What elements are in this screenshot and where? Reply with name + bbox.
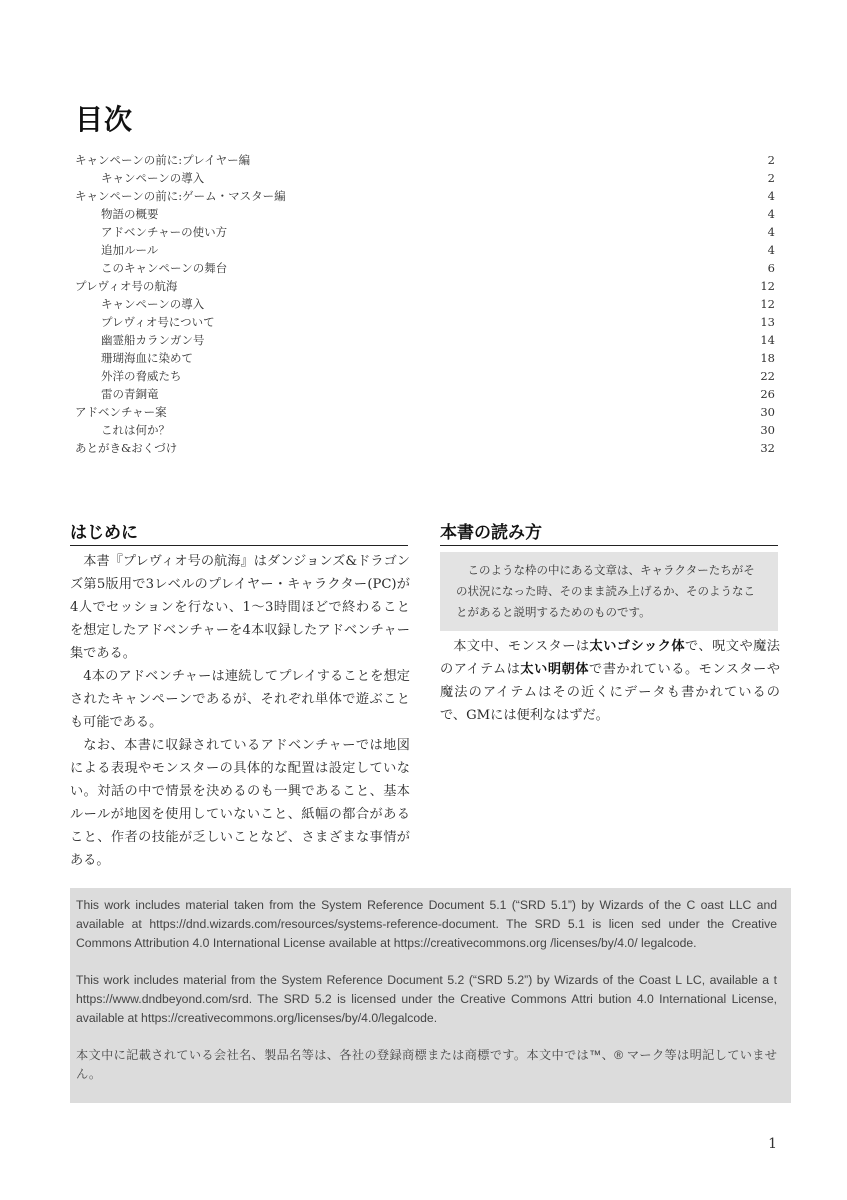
howto-paragraph <box>440 635 780 727</box>
toc-entry-label: あとがき&おくづけ <box>75 441 178 455</box>
mincho-sample: 太い明朝体 <box>520 662 589 677</box>
toc-entry-label: 物語の概要 <box>101 207 159 221</box>
toc-entry <box>75 169 775 187</box>
toc-entry-label: キャンペーンの前に:プレイヤー編 <box>75 153 251 167</box>
toc-entry-label: アドベンチャーの使い方 <box>101 225 228 239</box>
intro-paragraph: 4本のアドベンチャーは連続してプレイすることを想定されたキャンペーンであるが、それぞれ単体で遊ぶことも可能である。 <box>70 669 410 730</box>
read-aloud-text: このような枠の中にある文章は、キャラクターたちがその状況になった時、そのまま読み上げるか、そのようなことがあると説明するためのものです。 <box>456 563 755 619</box>
toc-entry-page: 4 <box>767 243 775 257</box>
toc-entry <box>75 421 775 439</box>
toc-entry <box>75 403 775 421</box>
license-srd51: This work includes material taken from the System Reference Document 5.1 (“SRD 5.1”) by Wizards of the C oast LLC and available at https://dnd.wizards.com/resources/systems-reference-document. The SRD 5.1 is licen sed under the Creative Commons Attribution 4.0 International License available at https://creativecommons.org /licenses/by/4.0/ legalcode. <box>76 898 777 950</box>
toc-entry-page: 13 <box>760 315 775 329</box>
toc-entry <box>75 205 775 223</box>
intro-paragraph: 本書『プレヴィオ号の航海』はダンジョンズ&ドラゴンズ第5版用で3レベルのプレイヤー・キャラクター(PC)が4人でセッションを行ない、1〜3時間ほどで終わることを想定したアドベンチャーを4本収録したアドベンチャー集である。 <box>70 554 410 661</box>
toc-entry <box>75 349 775 367</box>
toc-entry-label: プレヴィオ号について <box>101 315 215 329</box>
toc-entry-page: 30 <box>760 405 775 419</box>
toc-entry <box>75 187 775 205</box>
toc-entry-label: キャンペーンの導入 <box>101 297 205 311</box>
page-number: 1 <box>768 1136 777 1152</box>
toc-entry-page: 26 <box>760 387 775 401</box>
howto-body <box>440 635 780 727</box>
toc-entry <box>75 259 775 277</box>
toc-entry-page: 12 <box>760 297 775 311</box>
howto-text: で書かれている。モンスターや魔法のアイテムはその近くにデータも書かれているので、GMには便利なはずだ。 <box>440 662 781 723</box>
toc-title: 目次 <box>75 103 134 136</box>
toc-entry-label: 追加ルール <box>101 243 159 257</box>
toc-entry <box>75 331 775 349</box>
toc-entry <box>75 367 775 385</box>
toc-entry <box>75 277 775 295</box>
toc-entry-label: 外洋の脅威たち <box>101 369 182 383</box>
howto-heading: 本書の読み方 <box>440 518 778 546</box>
trademark-notice: 本文中に記載されている会社名、製品名等は、各社の登録商標または商標です。本文中では™、® マーク等は明記していません。 <box>76 1048 777 1081</box>
toc-entry <box>75 313 775 331</box>
toc-entry-page: 6 <box>767 261 775 275</box>
howto-text: で、呪文や魔法のアイテムは <box>440 639 780 677</box>
toc-entry-page: 30 <box>760 423 775 437</box>
license-box <box>70 888 791 1103</box>
toc-entry-label: 雷の青銅竜 <box>101 387 159 401</box>
gothic-sample: 太いゴシック体 <box>589 639 686 654</box>
toc-entry-page: 4 <box>767 189 775 203</box>
toc-entry-label: このキャンペーンの舞台 <box>101 261 228 275</box>
toc-entry <box>75 385 775 403</box>
howto-text: 本文中、モンスターは <box>453 639 590 654</box>
toc-entry-label: キャンペーンの導入 <box>101 171 205 185</box>
toc-entry-page: 12 <box>760 279 775 293</box>
toc-entry-page: 22 <box>760 369 775 383</box>
license-srd52: This work includes material from the System Reference Document 5.2 (“SRD 5.2”) by Wizards of the Coast L LC, available a t https://www.dndbeyond.com/srd. The SRD 5.2 is licensed under the Creative Commons Attri bution 4.0 International License, available at https://creativecommons.org/licenses/by/4.0/legalcode. <box>76 973 777 1025</box>
toc-entry-page: 2 <box>767 171 775 185</box>
toc-entry-label: アドベンチャー案 <box>75 405 167 419</box>
table-of-contents <box>75 151 775 457</box>
toc-entry-label: 幽霊船カランガン号 <box>101 333 205 347</box>
toc-entry-label: キャンペーンの前に:ゲーム・マスター編 <box>75 189 286 203</box>
toc-entry-page: 32 <box>760 441 775 455</box>
toc-entry-page: 14 <box>760 333 775 347</box>
toc-entry <box>75 151 775 169</box>
intro-body <box>70 550 410 872</box>
toc-entry-label: 珊瑚海血に染めて <box>101 351 193 365</box>
toc-entry <box>75 241 775 259</box>
read-aloud-box <box>440 552 778 631</box>
toc-entry <box>75 439 775 457</box>
intro-heading: はじめに <box>70 518 408 546</box>
toc-entry <box>75 223 775 241</box>
intro-paragraph: なお、本書に収録されているアドベンチャーでは地図による表現やモンスターの具体的な配置は設定していない。対話の中で情景を決めるのも一興であること、基本ルールが地図を使用していないこと、紙幅の都合があること、作者の技能が乏しいことなど、さまざまな事情がある。 <box>70 738 410 868</box>
toc-entry-page: 4 <box>767 225 775 239</box>
toc-entry-page: 18 <box>760 351 775 365</box>
toc-entry-label: これは何か？ <box>101 423 170 437</box>
toc-entry-label: プレヴィオ号の航海 <box>75 279 178 293</box>
toc-entry-page: 4 <box>767 207 775 221</box>
toc-entry <box>75 295 775 313</box>
toc-entry-page: 2 <box>767 153 775 167</box>
